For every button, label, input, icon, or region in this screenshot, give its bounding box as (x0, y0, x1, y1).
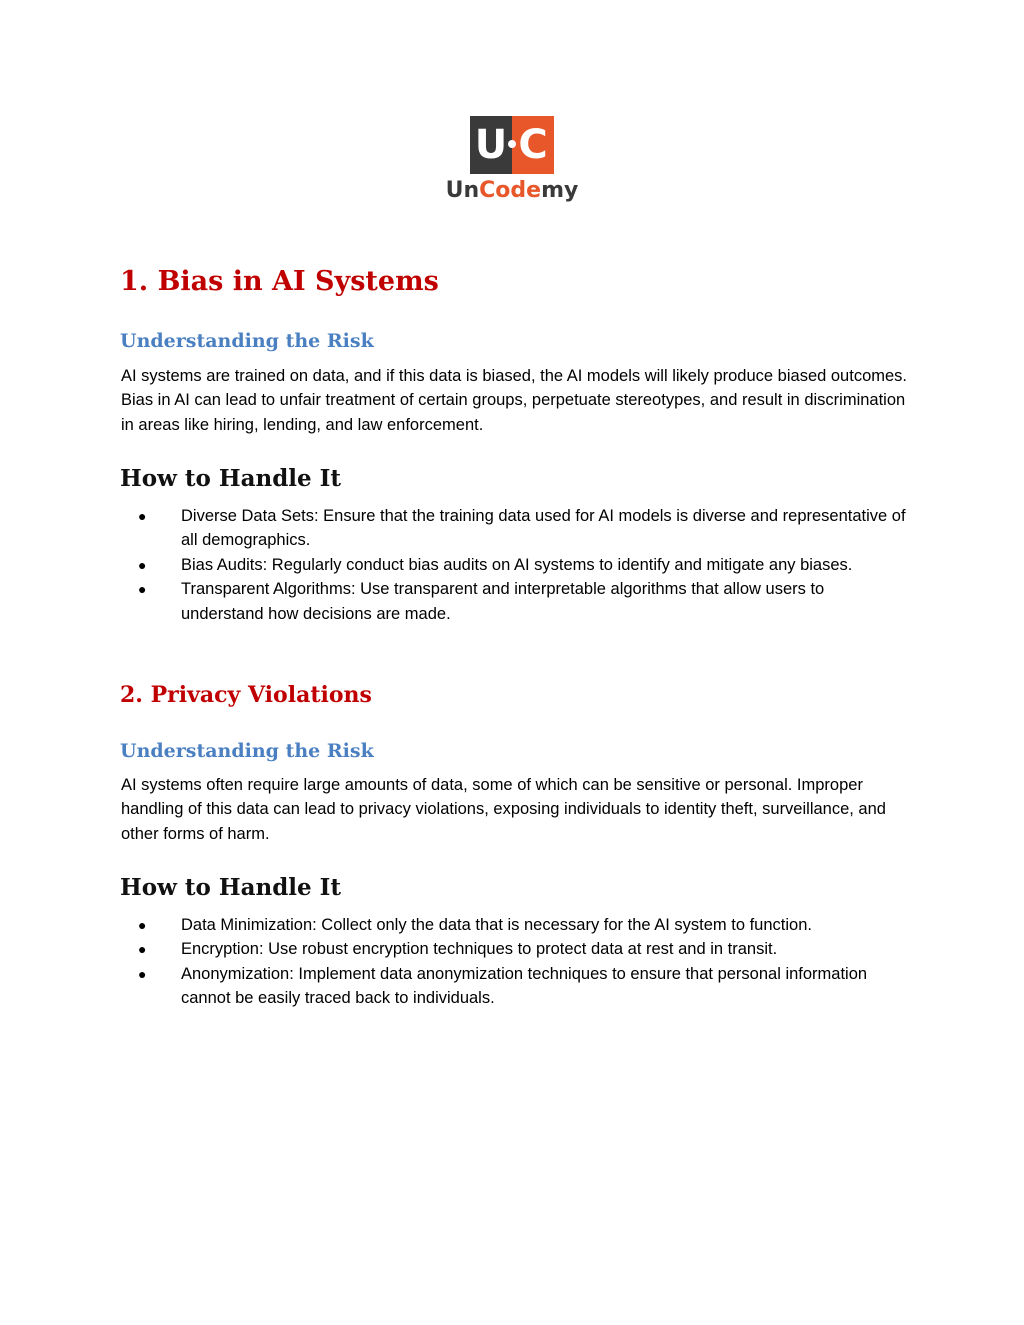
handle-heading-bias: How to Handle It (120, 465, 342, 492)
logo-mark-u-block (470, 116, 512, 174)
logo-wordmark-accent: Code (479, 178, 542, 203)
list-item (121, 913, 911, 937)
list-item-text: Diverse Data Sets: Ensure that the training data used for AI models is diverse and representative of all demographics. (181, 507, 906, 550)
list-item-text: Encryption: Use robust encryption techniques to protect data at rest and in transit. (181, 940, 778, 959)
logo-wordmark-start: Un (445, 178, 480, 203)
bullet-icon: ● (138, 965, 147, 982)
list-item (121, 577, 911, 626)
risk-heading-privacy: Understanding the Risk (120, 740, 374, 762)
bullet-icon: ● (138, 917, 147, 933)
list-item (121, 937, 911, 961)
logo-mark-c-letter: C (518, 122, 548, 168)
list-item (121, 504, 911, 553)
logo-mark-u-letter: U (474, 122, 508, 168)
list-item-text: Anonymization: Implement data anonymization techniques to ensure that personal information cannot be easily traced back to individuals. (181, 964, 868, 1008)
list-item-text: Bias Audits: Regularly conduct bias audits on AI systems to identify and mitigate any biases. (181, 555, 853, 574)
list-item-text: Data Minimization: Collect only the data that is necessary for the AI system to function. (181, 916, 812, 934)
bullet-list-bias (121, 504, 911, 626)
uncodemy-logo (443, 116, 581, 208)
logo-wordmark (443, 176, 581, 206)
bullet-icon: ● (138, 941, 147, 958)
logo-mark-dot (508, 140, 516, 148)
list-item (121, 553, 911, 577)
logo-wordmark-end: my (541, 178, 579, 203)
logo-mark-c-block (512, 116, 554, 174)
bullet-icon: ● (138, 556, 147, 573)
list-item-text: Transparent Algorithms: Use transparent and interpretable algorithms that allow users to understand how decisions are made. (181, 580, 825, 623)
bullet-icon: ● (138, 581, 147, 598)
bullet-list-privacy (121, 913, 911, 1011)
risk-text-bias: AI systems are trained on data, and if this data is biased, the AI models will likely produce biased outcomes. Bias in AI can lead to unfair treatment of certain groups, perpetuate stereotypes, and result in discrimination in areas like hiring, lending, and law enforcement. (121, 367, 907, 434)
logo-mark (470, 116, 554, 174)
bullet-icon: ● (138, 508, 147, 524)
risk-text-privacy: AI systems often require large amounts of data, some of which can be sensitive or personal. Improper handling of this data can lead to privacy violations, exposing individuals to identity theft, surveillance, and other forms of harm. (121, 776, 886, 843)
risk-heading-bias: Understanding the Risk (120, 330, 374, 352)
section-heading-bias: 1. Bias in AI Systems (120, 266, 439, 297)
list-item (121, 962, 911, 1011)
section-heading-privacy: 2. Privacy Violations (120, 682, 372, 708)
handle-heading-privacy: How to Handle It (120, 874, 342, 901)
